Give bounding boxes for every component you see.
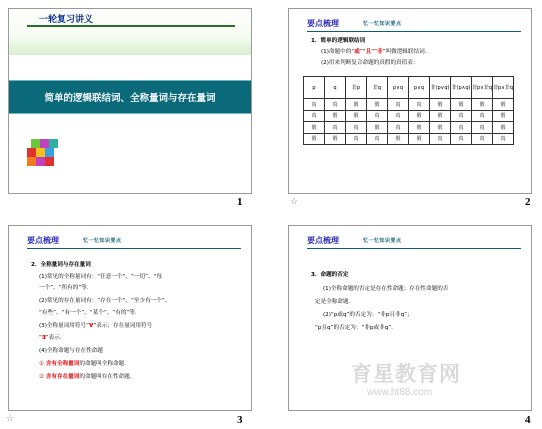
slide3-l6 <box>39 333 62 341</box>
cubes-icon <box>25 134 61 168</box>
slide4-header <box>289 226 531 256</box>
text: ”“ <box>359 49 366 55</box>
cell: 真 <box>325 99 346 111</box>
slide3-item2: 2．全称量词与存在量词 <box>31 262 91 268</box>
cell: 假 <box>388 133 409 145</box>
truth-table <box>303 76 514 145</box>
slide-4[interactable] <box>288 225 532 411</box>
slide3-l4: “有些”、“有一个”、“某个”、“有的”等. <box>39 310 137 316</box>
cell: 假 <box>430 110 451 122</box>
slide4-item3: 3．命题的否定 <box>311 272 349 278</box>
cell: 真 <box>409 99 430 111</box>
th: 非p∧非q <box>493 77 514 99</box>
slide3-l1: (1)常见的全称量词有：“任意一个”、“一切”、“每 <box>39 274 163 280</box>
slide2-item1-2: (2)用来判断复合命题的真假的真值表： <box>321 60 419 66</box>
slide2-header-title: 要点梳理 <box>307 19 339 28</box>
page-number-3: 3 <box>237 414 243 426</box>
th: 非(p∧q) <box>451 77 472 99</box>
th: 非q <box>367 77 388 99</box>
slide3-header-title: 要点梳理 <box>27 236 59 245</box>
cell: 真 <box>388 110 409 122</box>
slide3-header <box>9 226 251 256</box>
slide3-l2: 一个”、“所有的”等. <box>39 285 89 291</box>
cell: 真 <box>304 99 325 111</box>
cell: 假 <box>325 110 346 122</box>
th: 非p <box>346 77 367 99</box>
slide2-header <box>289 9 531 39</box>
cell: 真 <box>493 133 514 145</box>
watermark-logo: 育星教育网 <box>351 363 461 386</box>
cell: 真 <box>451 133 472 145</box>
slide2-item1: 1．简单的逻辑联结词 <box>311 38 366 44</box>
text: ”叫做逻辑联结词. <box>382 49 427 55</box>
cell: 假 <box>409 122 430 134</box>
forall-symbol: ∀ <box>88 323 94 329</box>
circled-number: ① <box>39 361 45 367</box>
slide1-title: 简单的逻辑联结词、全称量词与存在量词 <box>44 93 216 104</box>
slide3-l3: (2)常见的存在量词有：“存在一个”、“至少有一个”、 <box>39 298 171 304</box>
text: “ <box>39 335 42 341</box>
slide3-l7: (4)全称命题与存在性命题 <box>39 348 103 354</box>
th: 非p∨非q <box>472 77 493 99</box>
watermark-url: www.ht88.com <box>367 387 433 398</box>
cell: 真 <box>451 110 472 122</box>
page-number-2: 2 <box>525 196 531 208</box>
text: (3)全称量词用符号“ <box>39 323 89 329</box>
cell: 假 <box>325 133 346 145</box>
slide2-header-rule <box>307 31 521 32</box>
cell: 假 <box>430 122 451 134</box>
slide3-l9 <box>39 372 132 380</box>
slide2-header-sub: 忆一忆知识要点 <box>363 21 402 27</box>
cell: 假 <box>304 133 325 145</box>
keyword-and: 且 <box>365 49 372 55</box>
slide4-header-sub: 忆一忆知识要点 <box>363 238 402 244</box>
circled-number: ② <box>39 374 45 380</box>
slide1-banner-underline <box>27 25 235 27</box>
cell: 真 <box>472 110 493 122</box>
table-row <box>304 122 514 134</box>
cell: 假 <box>493 99 514 111</box>
th: q <box>325 77 346 99</box>
cell: 真 <box>388 99 409 111</box>
table-row <box>304 133 514 145</box>
cell: 真 <box>451 122 472 134</box>
slide4-header-title: 要点梳理 <box>307 236 339 245</box>
keyword-not: 非 <box>377 49 383 55</box>
highlight-text: 含有全称量词 <box>45 361 80 367</box>
slide-2[interactable] <box>288 8 532 194</box>
slide4-l4: “p且q”的否定为：“非p或非q”. <box>315 325 393 331</box>
th: p∧q <box>409 77 430 99</box>
cell: 假 <box>367 122 388 134</box>
cell: 真 <box>367 133 388 145</box>
text: (1)命题中的“ <box>321 49 355 55</box>
cell: 真 <box>304 110 325 122</box>
star-icon: ☆ <box>6 414 15 424</box>
cell: 假 <box>472 99 493 111</box>
star-icon: ☆ <box>290 197 299 207</box>
cell: 假 <box>409 133 430 145</box>
slide3-l8 <box>39 359 126 367</box>
cell: 假 <box>304 122 325 134</box>
cell: 真 <box>430 133 451 145</box>
cell: 假 <box>346 99 367 111</box>
slide3-header-sub: 忆一忆知识要点 <box>83 238 122 244</box>
slide1-banner: 一轮复习讲义 <box>39 14 94 24</box>
truth-table-header-row <box>304 77 514 99</box>
slide-3[interactable] <box>8 225 252 411</box>
slide4-l1: (1)全称命题的否定是存在性命题；存在性命题的否 <box>323 286 449 292</box>
cell: 真 <box>472 133 493 145</box>
cell: 真 <box>388 122 409 134</box>
cell: 真 <box>346 122 367 134</box>
th: p <box>304 77 325 99</box>
cell: 假 <box>451 99 472 111</box>
text: ”表示；存在量词用符号 <box>93 323 153 329</box>
cell: 真 <box>367 110 388 122</box>
page-number-4: 4 <box>525 414 531 426</box>
cell: 假 <box>346 110 367 122</box>
exists-symbol: ∃ <box>41 335 46 341</box>
text: 的命题叫全称命题. <box>79 361 126 367</box>
slide-1[interactable] <box>8 8 252 194</box>
th: 非(p∨q) <box>430 77 451 99</box>
cell: 假 <box>493 122 514 134</box>
slide4-l3: (2)“p或q”的否定为：“非p且非q”； <box>323 312 413 318</box>
slide4-header-rule <box>307 248 521 249</box>
keyword-or: 或 <box>354 49 360 55</box>
table-row <box>304 99 514 111</box>
highlight-text: 含有存在量词 <box>45 374 80 380</box>
cell: 真 <box>346 133 367 145</box>
slide4-l2: 定是全称命题. <box>315 299 351 305</box>
th: p∨q <box>388 77 409 99</box>
page-number-1: 1 <box>237 196 243 208</box>
cell: 真 <box>472 122 493 134</box>
cell: 真 <box>325 122 346 134</box>
cell: 假 <box>493 110 514 122</box>
slide3-header-rule <box>27 248 241 249</box>
cell: 假 <box>409 110 430 122</box>
slide2-item1-1 <box>321 47 426 55</box>
text: ”“ <box>371 49 378 55</box>
text: ”表示. <box>45 335 62 341</box>
table-row <box>304 110 514 122</box>
cell: 假 <box>367 99 388 111</box>
text: 的命题叫存在性命题. <box>79 374 132 380</box>
cell: 假 <box>430 99 451 111</box>
slide3-l5 <box>39 321 152 329</box>
